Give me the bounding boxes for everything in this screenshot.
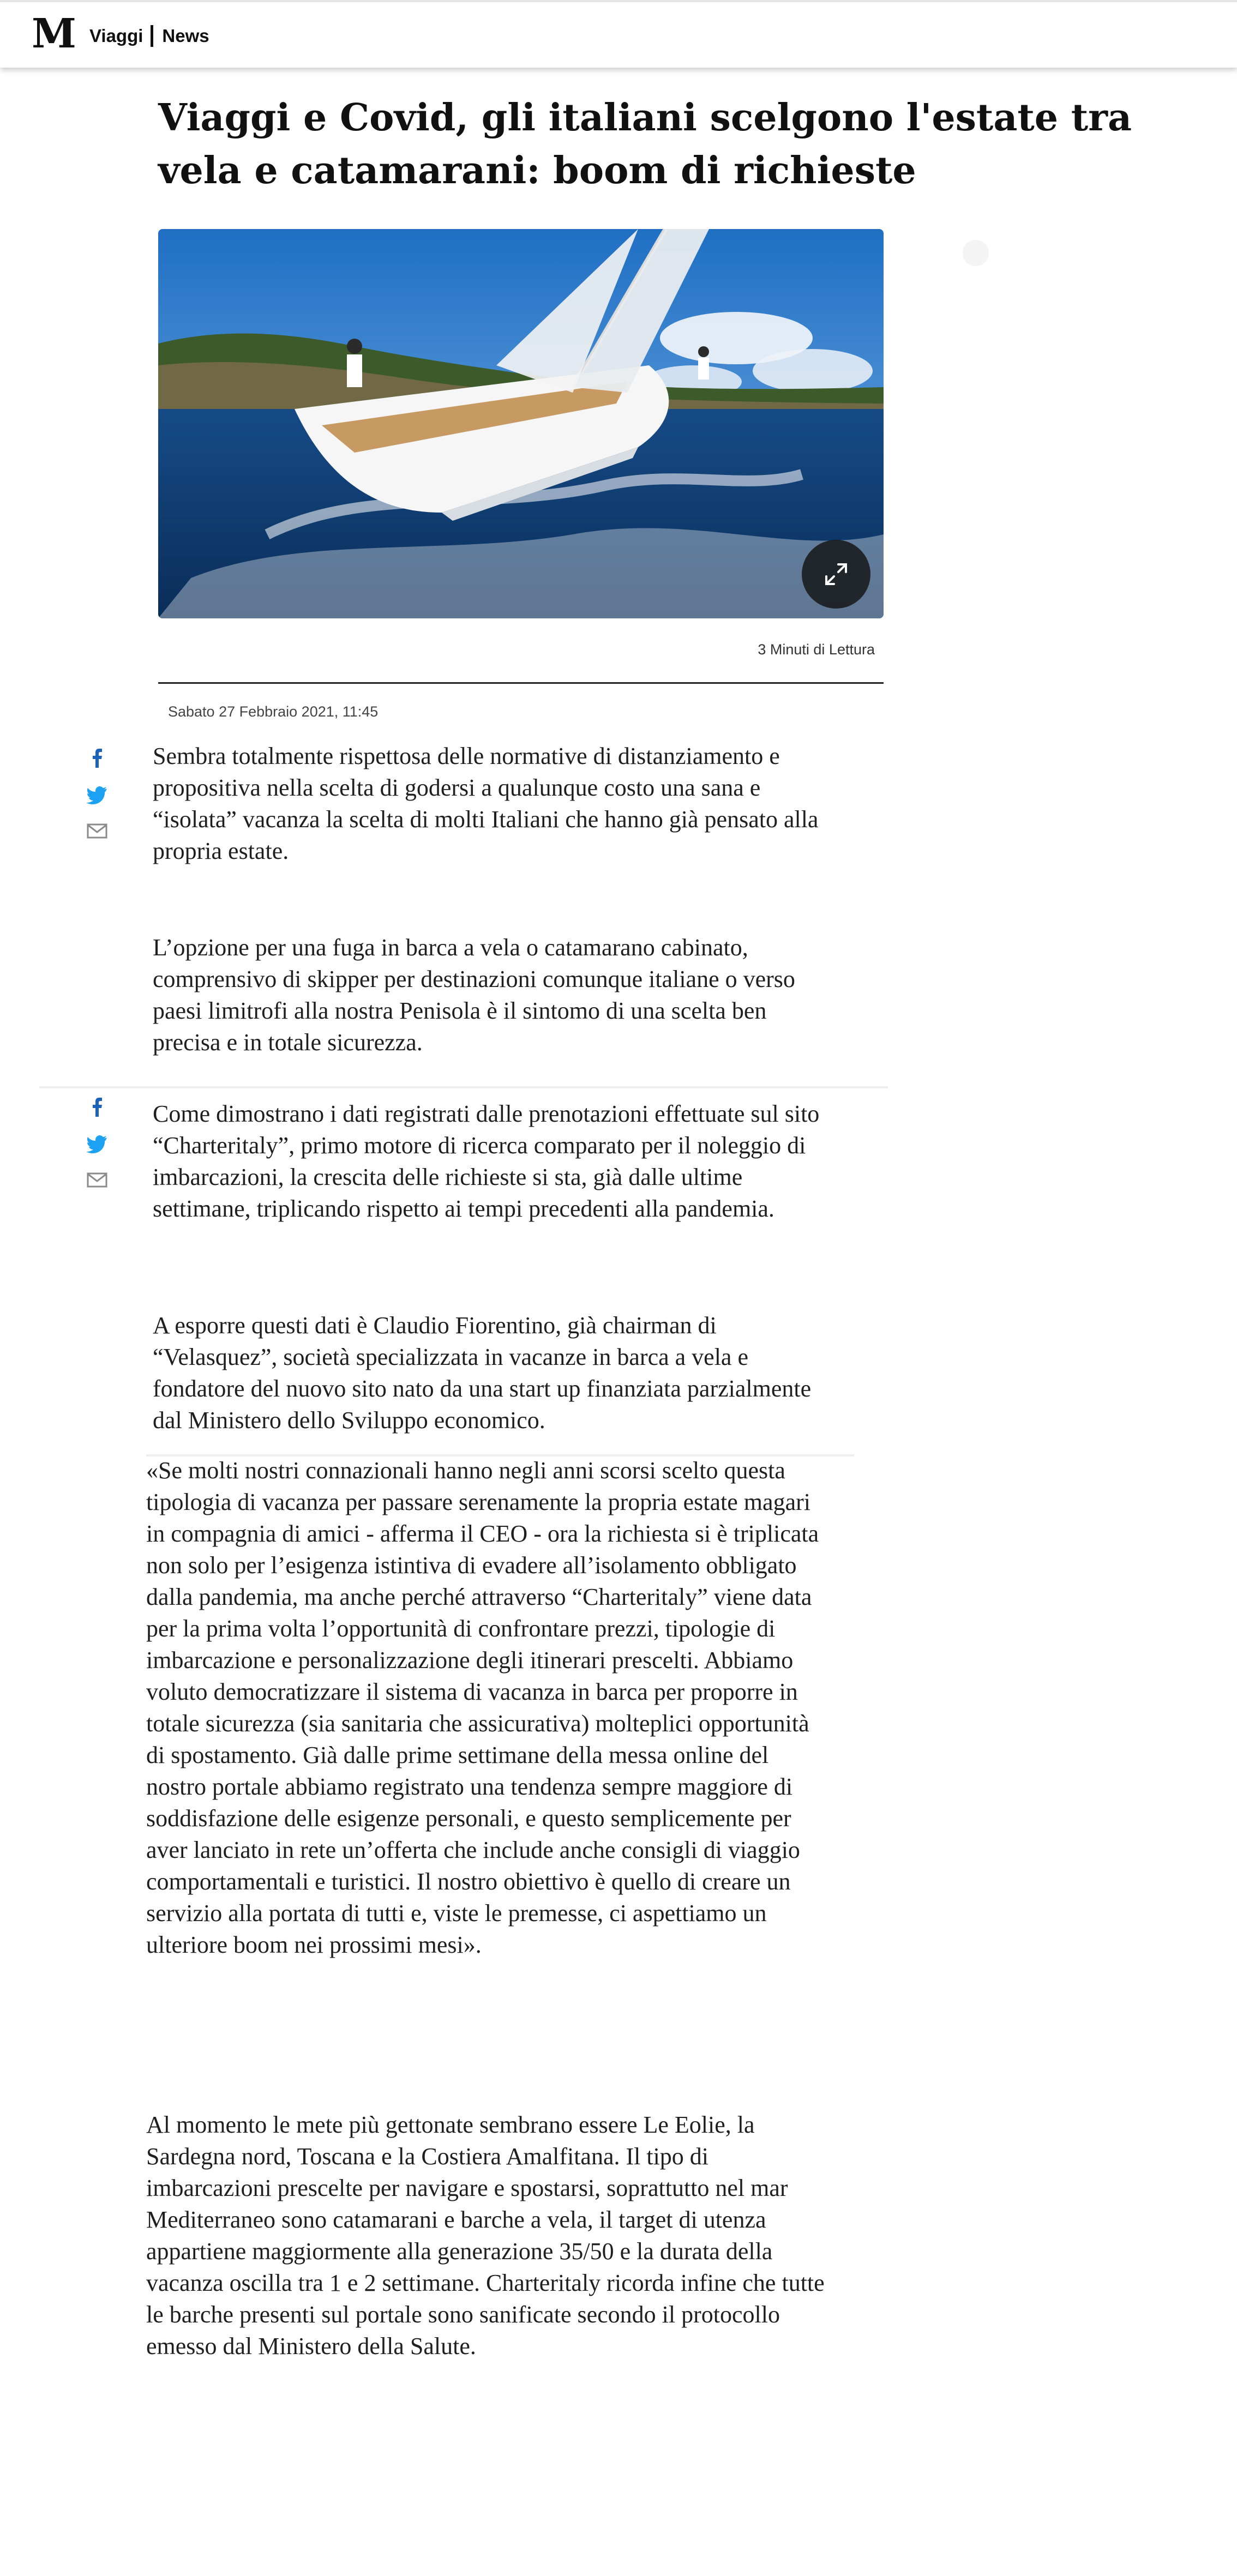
article-paragraph: A esporre questi dati è Claudio Fiorentino, già chairman di “Velasquez”, società specializzata in vacanze in barca a vela e fondatore del nuovo sito nato da una start up finanziata parzialmente dal Ministero dello Sviluppo economico. — [153, 1312, 812, 1434]
email-icon[interactable] — [86, 820, 108, 842]
article-paragraph: Come dimostrano i dati registrati dalle prenotazioni effettuate sul sito “Charteritaly”, primo motore di ricerca comparato per il noleggio di imbarcazioni, la crescita delle richieste si sta, già dalle ultime settimane, triplicando rispetto ai tempi precedenti alla pandemia. — [153, 1100, 820, 1222]
email-icon[interactable] — [86, 1169, 108, 1191]
facebook-icon[interactable] — [86, 1096, 108, 1118]
article-paragraph: L’opzione per una fuga in barca a vela o catamarano cabinato, comprensivo di skipper per destinazioni comunque italiane o verso paesi limitrofi alla nostra Penisola è il sintomo di una scelta ben precisa e in totale sicurezza. — [153, 934, 795, 1056]
site-logo[interactable]: M — [32, 10, 74, 57]
publish-date: Sabato 27 Febbraio 2021, 11:45 — [168, 703, 379, 720]
twitter-icon[interactable] — [86, 1133, 108, 1154]
hero-image[interactable] — [158, 229, 884, 618]
sailboat-photo — [158, 229, 884, 618]
expand-icon — [822, 560, 850, 588]
ad-placeholder-dot — [963, 240, 989, 266]
article-quote-paragraph: «Se molti nostri connazionali hanno negli anni scorsi scelto questa tipologia di vacanza per passare serenamente la propria estate magari in compagnia di amici - afferma il CEO - ora la richiesta si è triplicata non solo per l’esigenza istintiva di evadere all’isolamento obbligato dalla pandemia, ma anche perché attraverso “Charteritaly” viene data per la prima volta l’opportunità di confrontare prezzi, tipologie di imbarcazione e personalizzazione degli itinerari prescelti. Abbiamo voluto democratizzare il sistema di vacanza in barca per proporre in totale sicurezza (sia sanitaria che assicurativa) molteplici opportunità di spostamento. Già dalle prime settimane della messa online del nostro portale abbiamo registrato una tendenza sempre maggiore di soddisfazione delle esigenze personali, e questo semplicemente per aver lanciato in rete un’offerta che include anche consigli di viaggio comportamentali e turistici. Il nostro obiettivo è quello di creare un servizio alla portata di tutti e, viste le premesse, ci aspettiamo un ulteriore boom nei prossimi mesi». — [146, 1457, 819, 1958]
breadcrumb-separator — [151, 25, 153, 47]
section-divider — [39, 1086, 888, 1088]
article-paragraph: Sembra totalmente rispettosa delle normative di distanziamento e propositiva nella scelta di godersi a qualunque costo una sana e “isolata” vacanza la scelta di molti Italiani che hanno già pensato alla propria estate. — [153, 743, 819, 864]
facebook-icon[interactable] — [86, 747, 108, 769]
share-bar — [86, 1096, 108, 1206]
article-paragraph: Al momento le mete più gettonate sembrano essere Le Eolie, la Sardegna nord, Toscana e la Costiera Amalfitana. Il tipo di imbarcazioni prescelte per navigare e spostarsi, soprattutto nel mar Mediterraneo sono catamarani e barche a vela, il target di utenza appartiene maggiormente alla generazione 35/50 e la durata della vacanza oscilla tra 1 e 2 settimane. Charteritaly ricorda infine che tutte le barche presenti sul portale sono sanificate secondo il protocollo emesso dal Ministero della Salute. — [146, 2111, 825, 2360]
breadcrumb-news[interactable]: News — [162, 26, 209, 46]
share-bar — [86, 747, 108, 857]
read-time: 3 Minuti di Lettura — [758, 641, 875, 658]
expand-image-button[interactable] — [802, 540, 870, 609]
article-title: Viaggi e Covid, gli italiani scelgono l'estate tra vela e catamarani: boom di richieste — [158, 96, 1132, 192]
breadcrumb — [89, 25, 209, 47]
twitter-icon[interactable] — [86, 784, 108, 805]
breadcrumb-viaggi[interactable]: Viaggi — [89, 26, 143, 46]
site-header — [0, 0, 1237, 68]
article-divider — [158, 682, 884, 684]
